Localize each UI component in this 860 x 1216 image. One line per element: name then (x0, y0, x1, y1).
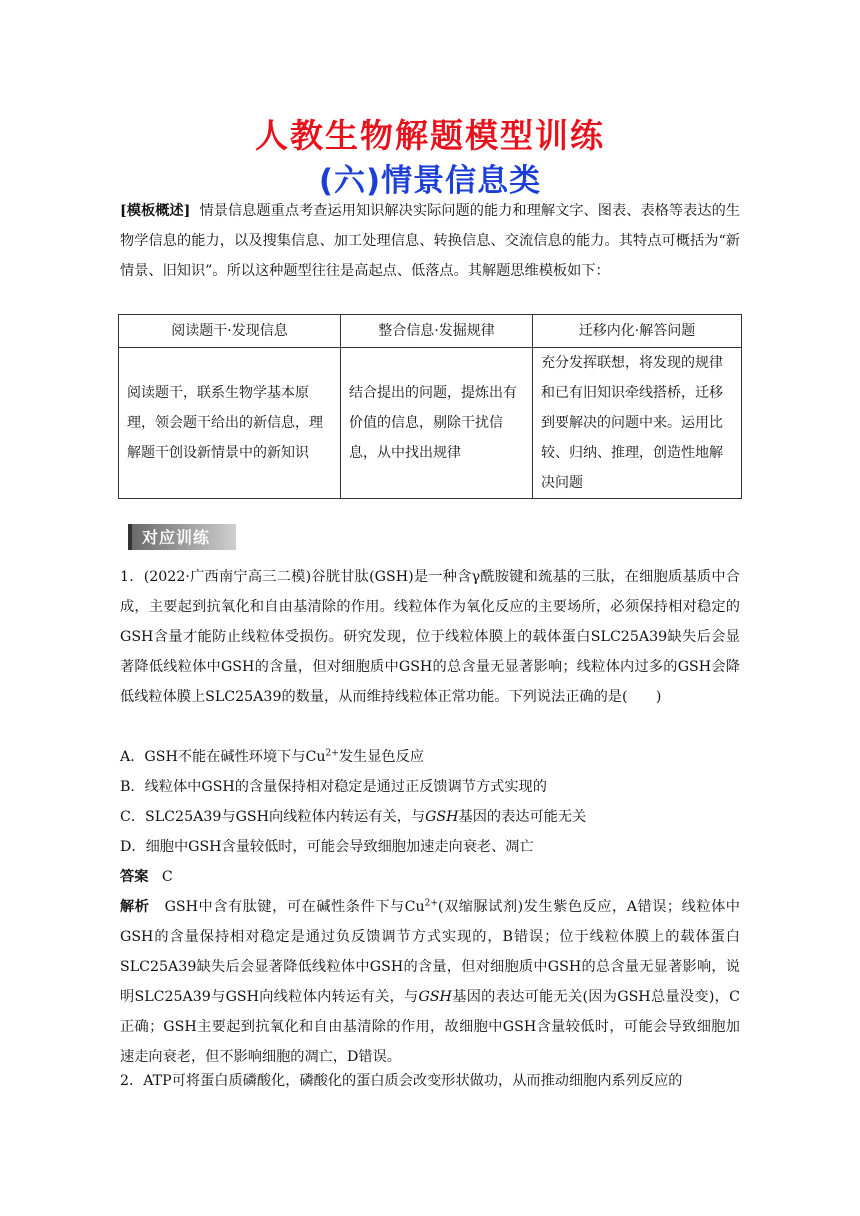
section-label (128, 524, 236, 550)
table-row (119, 348, 742, 499)
superscript: 2+ (325, 748, 339, 759)
answer-value: C (161, 869, 173, 885)
option-a-text: A．GSH不能在碱性环境下与Cu (120, 749, 326, 765)
overview-text: 情景信息题重点考查运用知识解决实际问题的能力和理解文字、图表、表格等表达的生物学信息的能力，以及搜集信息、加工处理信息、转换信息、交流信息的能力。其特点可概括为“新情景、旧知识”。所以这种题型往往是高起点、低落点。其解题思维模板如下： (120, 203, 740, 279)
option-a-text: 发生显色反应 (338, 749, 424, 765)
answer-line (120, 862, 740, 892)
option-c-text: C．SLC25A39与GSH向线粒体内转运有关，与 (120, 809, 426, 825)
question-2-stem: 2．ATP可将蛋白质磷酸化，磷酸化的蛋白质会改变形状做功，从而推动细胞内系列反应的 (120, 1073, 683, 1089)
page-title: 人教生物解题模型训练 (255, 116, 605, 155)
question-1-stem: 1．(2022·广西南宁高三二模)谷胱甘肽(GSH)是一种含γ酰胺键和巯基的三肽，在细胞质基质中合成，主要起到抗氧化和自由基清除的作用。线粒体作为氧化反应的主要场所，必须保持相对稳定的GSH含量才能防止线粒体受损伤。研究发现，位于线粒体膜上的载体蛋白SLC25A39缺失后会显著降低线粒体中GSH的含量，但对细胞质中GSH的总含量无显著影响；线粒体内过多的GSH会降低线粒体膜上SLC25A39的数量，从而维持线粒体正常功能。下列说法正确的是( ) (120, 569, 740, 705)
gene-name: GSH (418, 989, 452, 1005)
table-header: 阅读题干·发现信息 (119, 315, 341, 348)
table-cell: 充分发挥联想，将发现的规律和已有旧知识牵线搭桥，迁移到要解决的问题中来。运用比较、归纳、推理，创造性地解决问题 (533, 348, 742, 499)
section-label-text: 对应训练 (142, 528, 211, 547)
option-c-text: 基因的表达可能无关 (458, 809, 587, 825)
page-subtitle: (六)情景信息类 (318, 163, 542, 199)
gene-name: GSH (425, 809, 459, 825)
table-cell: 阅读题干，联系生物学基本原理，领会题干给出的新信息，理解题干创设新情景中的新知识 (119, 348, 341, 499)
analysis-text: 基因的表达可能无关(因为GSH总量没变)，C正确；GSH主要起到抗氧化和自由基清除的作用，故细胞中GSH含量较低时，可能会导致细胞加速走向衰老，但不影响细胞的凋亡，D错误。 (120, 989, 740, 1065)
answer-label: 答案 (120, 869, 149, 885)
superscript: 2+ (424, 898, 438, 909)
analysis-label: 解析 (120, 899, 150, 915)
table-cell: 结合提出的问题，提炼出有价值的信息，剔除干扰信息，从中找出规律 (341, 348, 533, 499)
table-header: 迁移内化·解答问题 (533, 315, 742, 348)
option-a (120, 742, 740, 772)
option-b: B．线粒体中GSH的含量保持相对稳定是通过正反馈调节方式实现的 (120, 779, 547, 795)
analysis (120, 892, 740, 1072)
table-header: 整合信息·发掘规律 (341, 315, 533, 348)
table-header-row (119, 315, 742, 348)
option-c (120, 802, 740, 832)
overview-label: [模板概述] (120, 203, 191, 219)
analysis-text: GSH中含有肽键，可在碱性条件下与Cu (164, 899, 425, 915)
template-overview (120, 196, 740, 286)
template-table (118, 314, 742, 499)
analysis-text: (双缩脲试剂)发生紫色反应，A错误；线粒体中GSH的含量保持相对稳定是通过负反馈调节方式实现的，B错误；位于线粒体膜上的载体蛋白SLC25A39缺失后会显著降低线粒体中GSH的含量，但对细胞质中GSH的总含量无显著影响，说明SLC25A39与GSH向线粒体内转运有关，与 (120, 899, 740, 1005)
option-d: D．细胞中GSH含量较低时，可能会导致细胞加速走向衰老、凋亡 (120, 839, 534, 855)
